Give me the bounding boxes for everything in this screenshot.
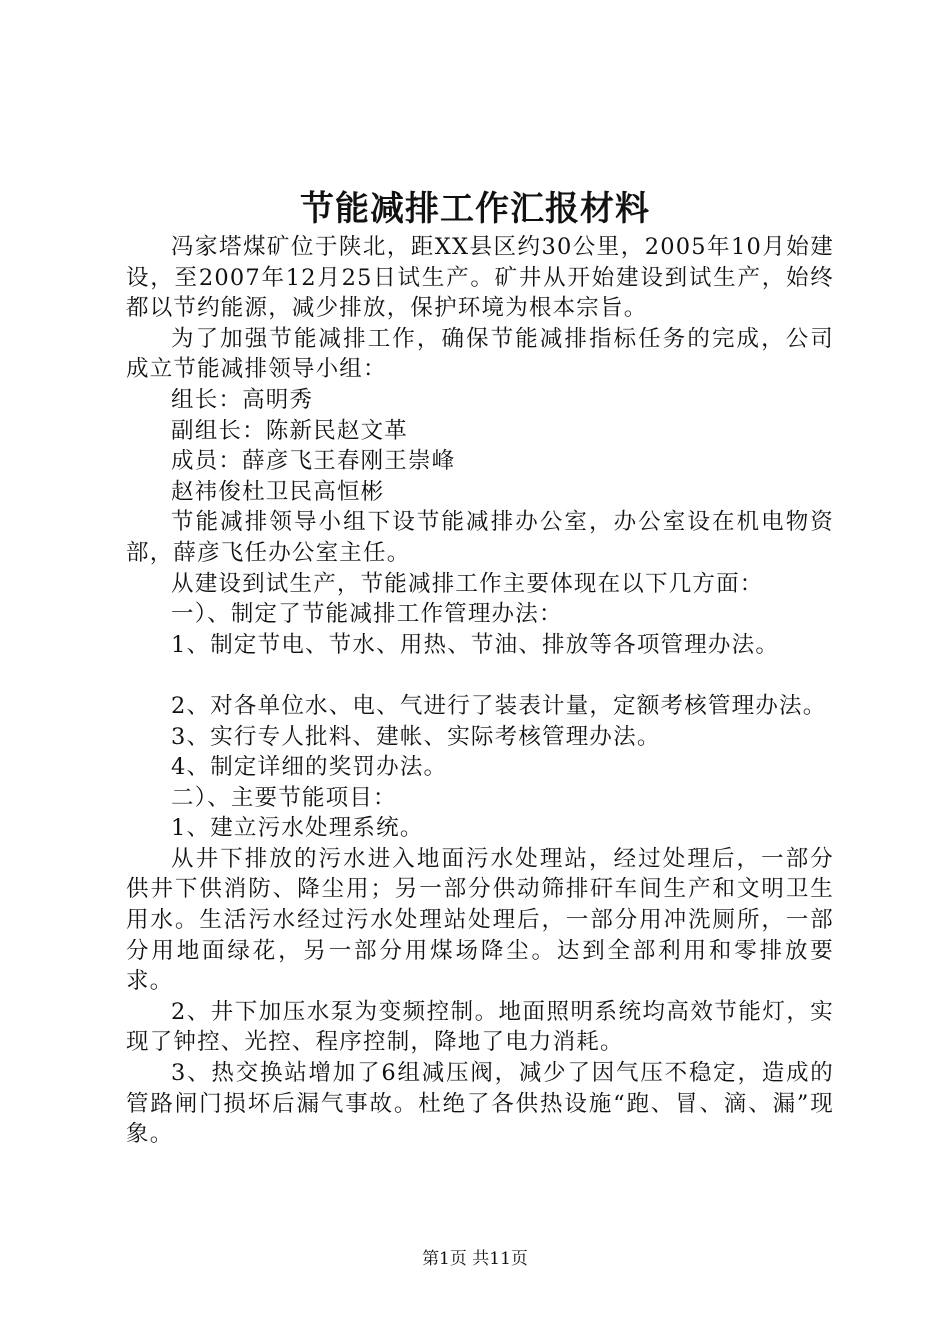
paragraph: 副组长：陈新民赵文革 [171,417,409,444]
blank-line [126,660,834,691]
paragraph: 节能减排领导小组下设节能减排办公室，办公室设在机电物资部，薛彦飞任办公室主任。 [126,509,834,566]
paragraph: 3、热交换站增加了6组减压阀，减少了因气压不稳定，造成的管路闸门损坏后漏气事故。杜绝了各供热设施“跑、冒、滴、漏”现象。 [126,1060,834,1148]
document-title: 节能减排工作汇报材料 [300,189,650,229]
paragraph: 二）、主要节能项目： [171,784,397,811]
paragraph: 2、对各单位水、电、气进行了装表计量，定额考核管理办法。 [171,692,827,719]
paragraph: 4、制定详细的奖罚办法。 [171,754,448,781]
paragraph: 为了加强节能减排工作，确保节能减排指标任务的完成，公司成立节能减排领导小组： [126,325,834,383]
paragraph: 赵祎俊杜卫民高恒彬 [171,478,385,505]
paragraph: 3、实行专人批料、建帐、实际考核管理办法。 [171,723,661,750]
paragraph: 从井下排放的污水进入地面污水处理站，经过处理后，一部分供井下供消防、降尘用；另一部分供动筛排矸车间生产和文明卫生用水。生活污水经过污水处理站处理后，一部分用冲洗厕所，一部分用地面绿花，另一部分用煤场降尘。达到全部利用和零排放要求。 [126,845,834,995]
paragraph: 组长：高明秀 [171,386,314,413]
document-body [126,232,834,1150]
paragraph: 一）、制定了节能减排工作管理办法： [171,601,563,628]
paragraph: 1、制定节电、节水、用热、节油、排放等各项管理办法。 [171,631,780,658]
paragraph: 1、建立污水处理系统。 [171,815,424,842]
paragraph: 从建设到试生产，节能减排工作主要体现在以下几方面： [171,570,764,597]
paragraph: 成员：薛彦飞王春刚王崇峰 [171,448,456,475]
paragraph: 2、井下加压水泵为变频控制。地面照明系统均高效节能灯，实现了钟控、光控、程序控制，降地了电力消耗。 [126,998,834,1056]
page-footer: 第1页 共11页 [422,1249,528,1269]
paragraph: 冯家塔煤矿位于陕北，距XX县区约30公里，2005年10月始建设，至2007年12月25日试生产。矿井从开始建设到试生产，始终都以节约能源，减少排放，保护环境为根本宗旨。 [126,234,834,322]
